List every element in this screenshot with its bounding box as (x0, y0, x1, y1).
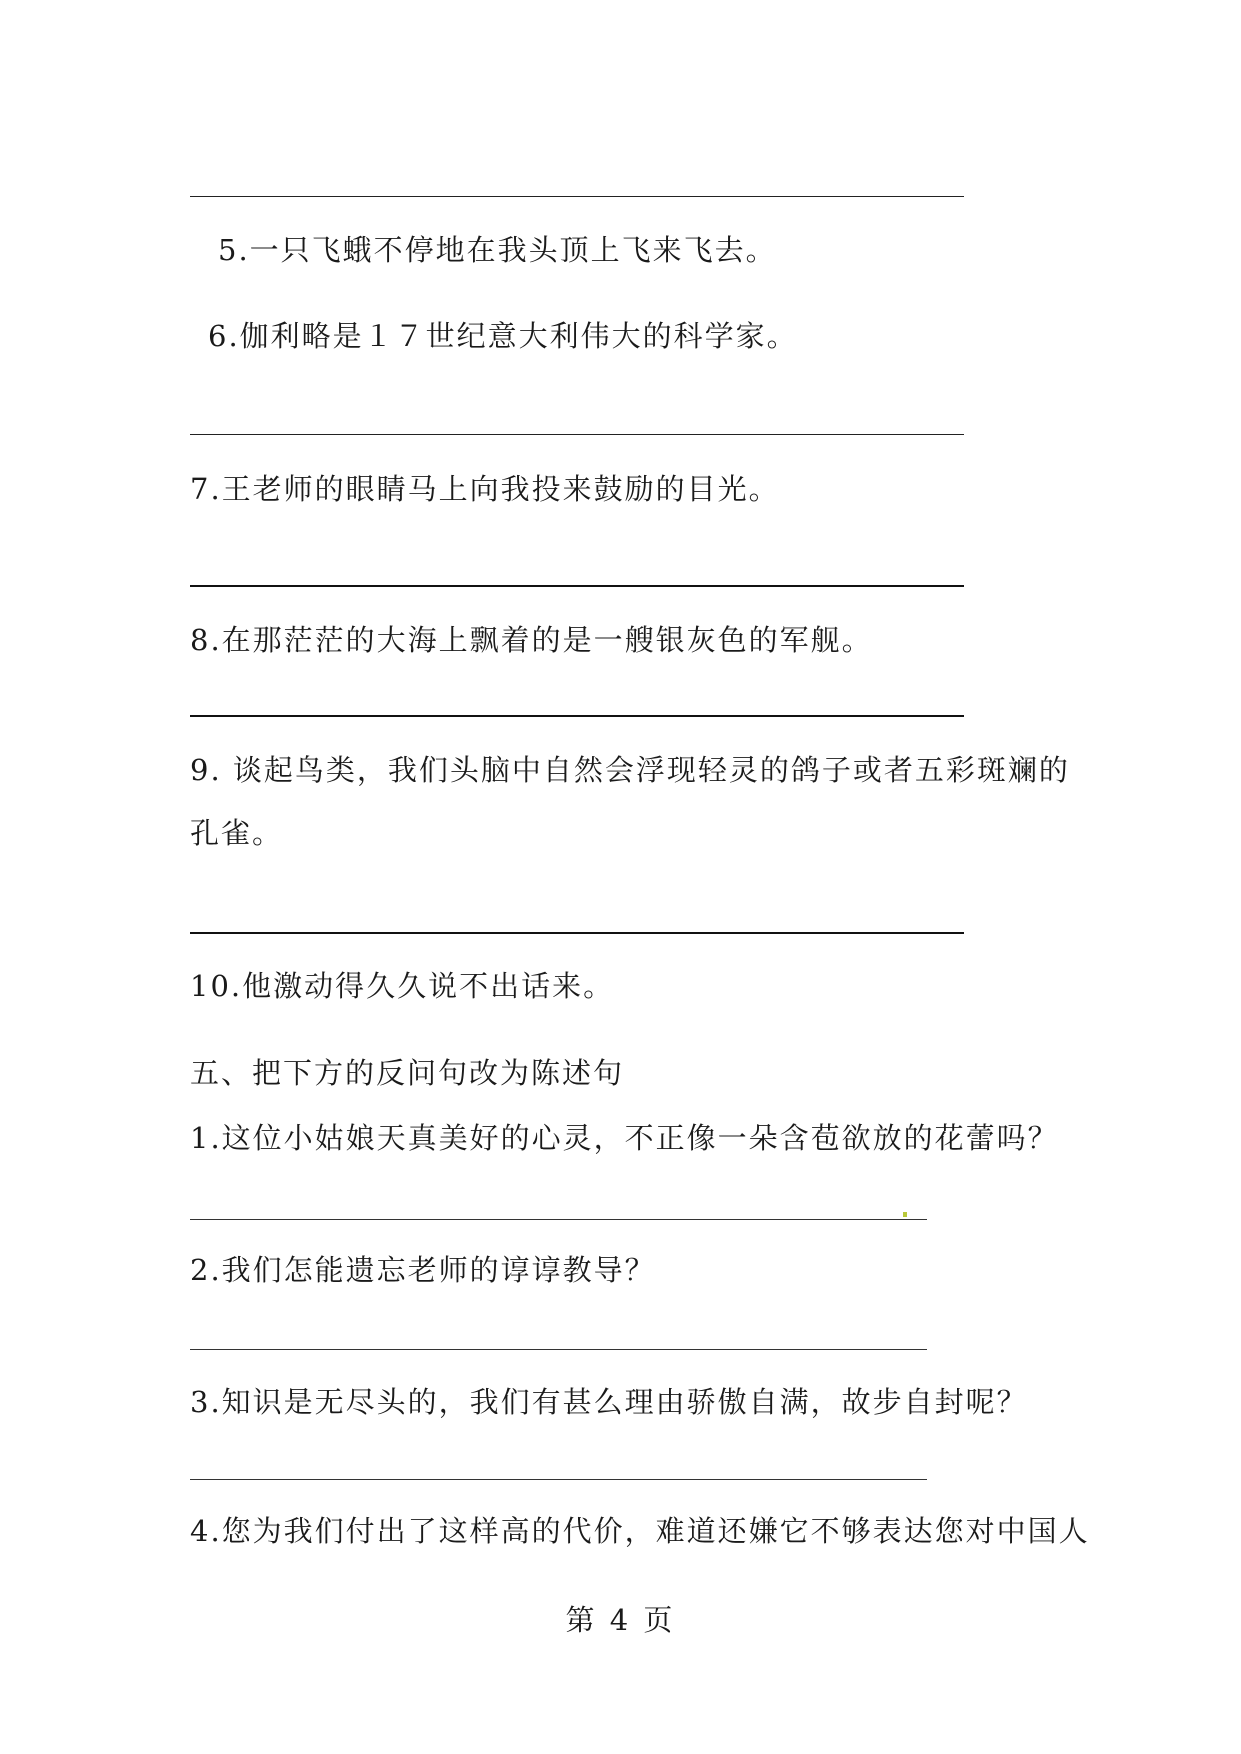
answer-dash-line (190, 1219, 927, 1220)
sentence-9-line-1: 9. 谈起鸟类，我们头脑中自然会浮现轻灵的鸽子或者五彩斑斓的 (190, 753, 1070, 787)
page-number: 第 4 页 (565, 1603, 676, 1637)
answer-line (190, 585, 964, 587)
sentence-7: 7.王老师的眼睛马上向我投来鼓励的目光。 (190, 472, 780, 506)
sentence-9-line-2: 孔雀。 (190, 816, 284, 850)
question-1: 1.这位小姑娘天真美好的心灵，不正像一朵含苞欲放的花蕾吗？ (190, 1121, 1059, 1155)
section-5-heading: 五、把下方的反问句改为陈述句 (190, 1056, 625, 1090)
stray-mark (903, 1212, 907, 1217)
sentence-10: 10.他激动得久久说不出话来。 (190, 969, 615, 1003)
sentence-5: 5.一只飞蛾不停地在我头顶上飞来飞去。 (218, 233, 777, 267)
question-4: 4.您为我们付出了这样高的代价，难道还嫌它不够表达您对中国人 (190, 1514, 1090, 1548)
answer-line (190, 434, 964, 435)
answer-line (190, 715, 964, 717)
answer-dash-line (190, 1349, 927, 1350)
sentence-6: 6.伽利略是１７世纪意大利伟大的科学家。 (208, 319, 798, 353)
question-3: 3.知识是无尽头的，我们有甚么理由骄傲自满，故步自封呢？ (190, 1385, 1028, 1419)
answer-line (190, 196, 964, 197)
answer-line (190, 932, 964, 934)
sentence-8: 8.在那茫茫的大海上飘着的是一艘银灰色的军舰。 (190, 623, 873, 657)
answer-dash-line (190, 1479, 927, 1480)
question-2: 2.我们怎能遗忘老师的谆谆教导？ (190, 1253, 656, 1287)
